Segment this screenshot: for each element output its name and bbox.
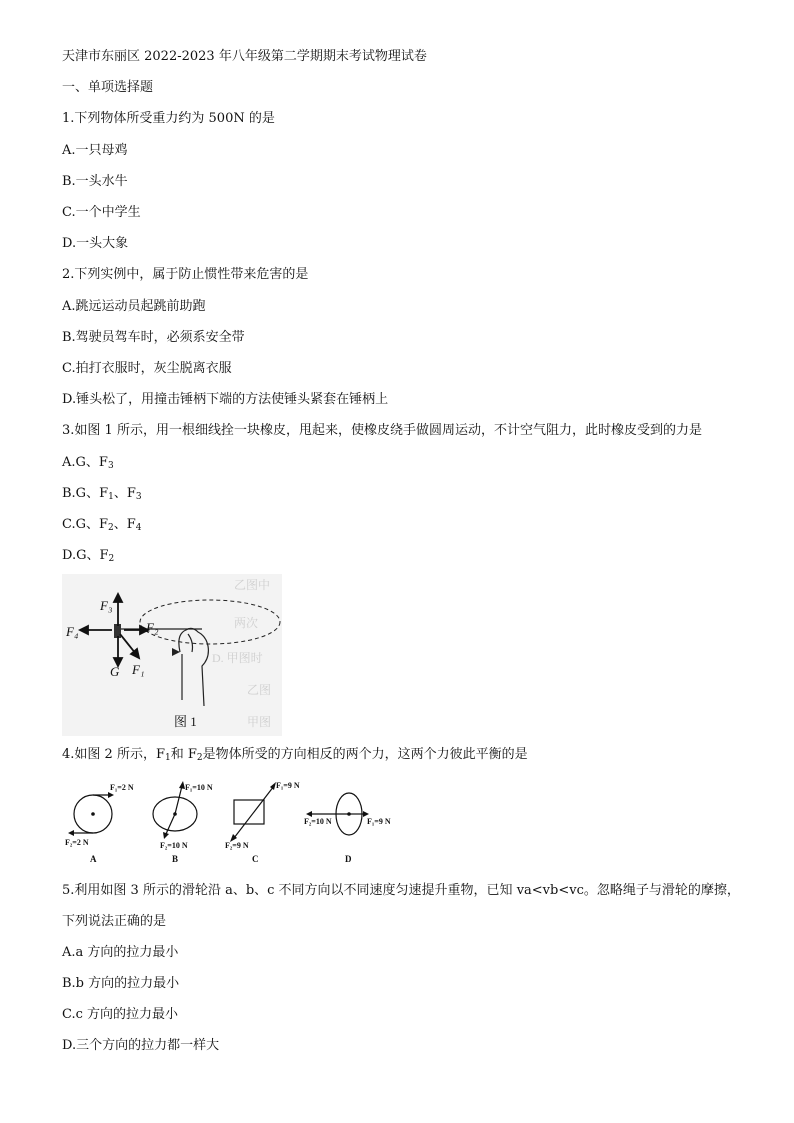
figure-2-option-c — [225, 781, 300, 864]
question-3-option-c: C.G、$F_2$、$F_4$ — [62, 517, 142, 533]
question-5-option-d: D.三个方向的拉力都一样大 — [62, 1038, 220, 1053]
question-5-stem-line-2: 下列说法正确的是 — [62, 914, 167, 929]
label-f1: F₁ — [132, 662, 145, 677]
option-b-bottom-label: F₂=10 N — [160, 841, 188, 850]
question-3-option-d: D.G、$F_2$ — [62, 548, 115, 564]
option-a-letter: A — [90, 854, 97, 864]
question-2-option-b: B.驾驶员驾车时，必须系安全带 — [62, 330, 245, 345]
label-f3: F₃ — [100, 598, 113, 613]
figure-1 — [62, 574, 282, 736]
question-5-option-a: A.a 方向的拉力最小 — [62, 945, 179, 960]
question-2-option-a: A.跳远运动员起跳前助跑 — [62, 299, 206, 314]
question-3-option-a: A.G、$F_3$ — [62, 455, 114, 471]
eraser-block — [114, 624, 121, 638]
option-b-top-label: F₁=10 N — [185, 783, 213, 792]
label-f2: F₂ — [146, 620, 159, 635]
label-g: G — [110, 664, 120, 679]
question-3-option-b: B.G、$F_1$、$F_3$ — [62, 486, 142, 502]
question-2-option-c: C.拍打衣服时，灰尘脱离衣服 — [62, 361, 232, 376]
option-d-letter: D — [345, 854, 352, 864]
option-c-letter: C — [252, 854, 259, 864]
option-a-top-label: F₁=2 N — [110, 783, 134, 792]
label-f4: F₄ — [66, 624, 79, 639]
question-4-stem: 4.如图 2 所示，$F_1$和 $F_2$是物体所受的方向相反的两个力，这两个力彼此平衡的是 — [62, 747, 528, 763]
option-c-bottom-label: F₂=9 N — [225, 841, 249, 850]
question-1-option-a: A.一只母鸡 — [62, 143, 128, 158]
svg-text:乙图: 乙图 — [247, 683, 272, 697]
question-2-option-d: D.锤头松了，用撞击锤柄下端的方法使锤头紧套在锤柄上 — [62, 392, 389, 407]
option-d-left-label: F₂=10 N — [304, 817, 332, 826]
question-5-stem-line-1: 5.利用如图 3 所示的滑轮沿 a、b、c 不同方向以不同速度匀速提升重物，已知 va<vb<vc。忽略绳子与滑轮的摩擦， — [62, 883, 740, 898]
svg-text:乙图中: 乙图中 — [234, 578, 271, 592]
page-title: 天津市东丽区 2022-2023 年八年级第二学期期末考试物理试卷 — [62, 49, 427, 64]
option-a-bottom-label: F₂=2 N — [65, 838, 89, 847]
figure-1-caption: 图 1 — [174, 714, 197, 729]
option-b-letter: B — [172, 854, 179, 864]
question-1-stem: 1.下列物体所受重力约为 500N 的是 — [62, 111, 275, 126]
section-heading: 一、单项选择题 — [62, 80, 154, 95]
svg-text:甲图: 甲图 — [247, 715, 272, 729]
question-1-option-b: B.一头水牛 — [62, 174, 128, 189]
question-1-option-c: C.一个中学生 — [62, 205, 141, 220]
question-3-stem: 3.如图 1 所示，用一根细线拴一块橡皮，甩起来，使橡皮绕手做圆周运动，不计空气阻力，此时橡皮受到的力是 — [62, 423, 702, 438]
figure-2 — [62, 776, 402, 868]
figure-2-option-d — [304, 793, 391, 864]
option-c-top-label: F₁=9 N — [276, 781, 300, 790]
question-2-stem: 2.下列实例中，属于防止惯性带来危害的是 — [62, 267, 309, 282]
svg-text:D. 甲图时: D. 甲图时 — [212, 651, 263, 665]
question-1-option-d: D.一头大象 — [62, 236, 129, 251]
question-5-option-c: C.c 方向的拉力最小 — [62, 1007, 179, 1022]
question-5-option-b: B.b 方向的拉力最小 — [62, 976, 180, 991]
option-d-right-label: F₁=9 N — [367, 817, 391, 826]
figure-2-option-a — [65, 783, 134, 864]
figure-2-option-b — [153, 781, 213, 864]
svg-text:两次: 两次 — [234, 616, 259, 630]
